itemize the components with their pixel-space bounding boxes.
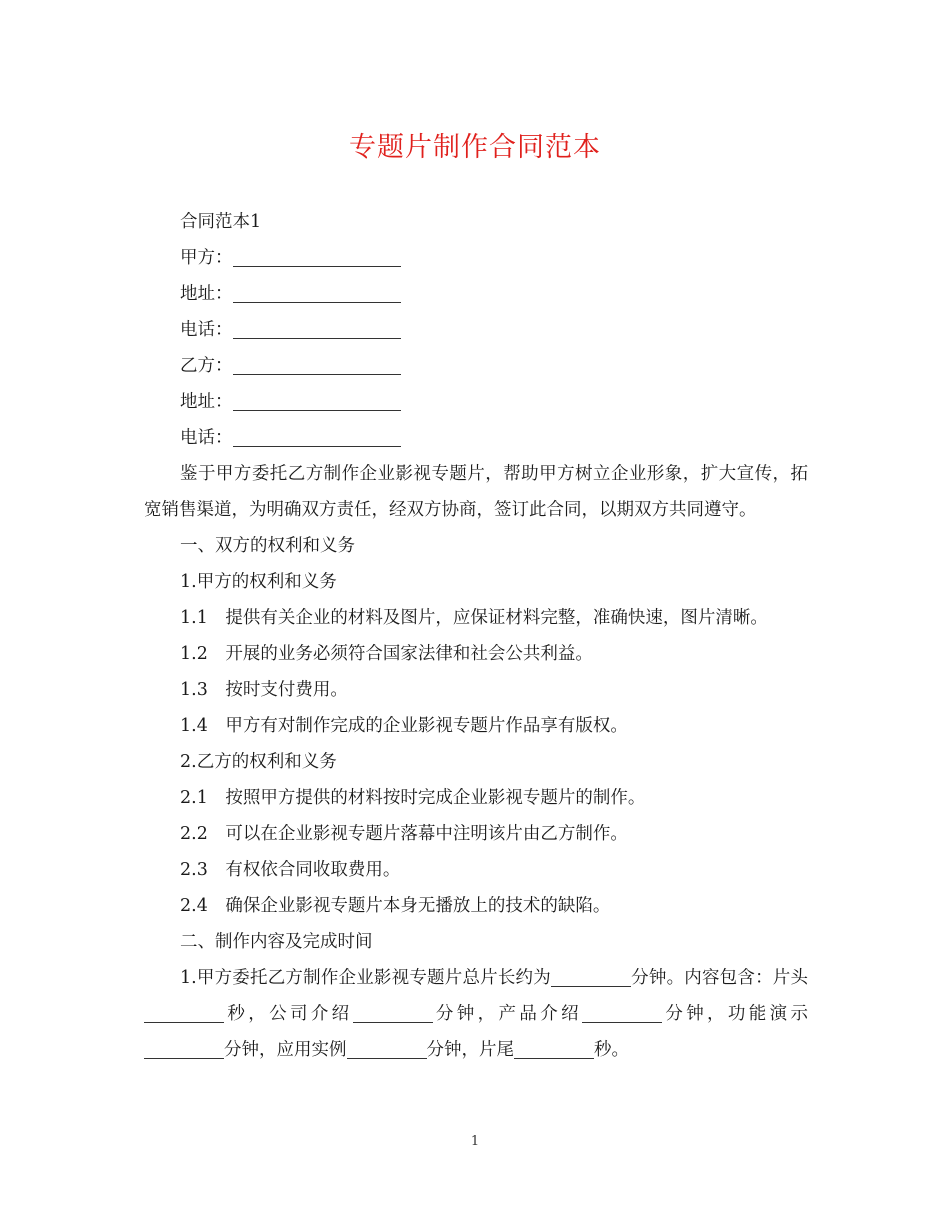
product-intro-blank[interactable]	[582, 1021, 662, 1023]
party-a-address-label: 地址：	[180, 284, 233, 304]
clause-text: 分钟，片尾	[426, 1040, 514, 1060]
party-b-blank[interactable]	[233, 373, 401, 375]
section-2-heading: 二、制作内容及完成时间	[180, 932, 373, 952]
party-b-address-line	[144, 384, 808, 420]
preamble-paragraph: 鉴于甲方委托乙方制作企业影视专题片，帮助甲方树立企业形象，扩大宣传，拓宽销售渠道，为明确双方责任，经双方协商，签订此合同，以期双方共同遵守。	[144, 464, 808, 520]
party-a-phone-blank[interactable]	[233, 337, 401, 339]
party-a-address-blank[interactable]	[233, 301, 401, 303]
party-b-label: 乙方：	[180, 356, 233, 376]
party-a-address-line	[144, 276, 808, 312]
party-a-phone-line	[144, 312, 808, 348]
party-a-phone-label: 电话：	[180, 320, 233, 340]
clause-item: 2.1 按照甲方提供的材料按时完成企业影视专题片的制作。	[180, 788, 646, 808]
clause-text: 分钟，产品介绍	[432, 1004, 582, 1024]
document-body	[144, 204, 808, 1068]
party-a-label: 甲方：	[180, 248, 233, 268]
document-title: 专题片制作合同范本	[349, 132, 601, 163]
party-a-line	[144, 240, 808, 276]
party-b-address-blank[interactable]	[233, 409, 401, 411]
party-a-blank[interactable]	[233, 265, 401, 267]
ending-blank[interactable]	[514, 1057, 594, 1059]
party-b-phone-blank[interactable]	[233, 445, 401, 447]
party-b-phone-line	[144, 420, 808, 456]
clause-text: 分钟，应用实例	[224, 1040, 347, 1060]
party-b-line	[144, 348, 808, 384]
party-b-rights-heading: 2.乙方的权利和义务	[180, 752, 337, 772]
party-a-rights-heading: 1.甲方的权利和义务	[180, 572, 337, 592]
clause-item: 1.2 开展的业务必须符合国家法律和社会公共利益。	[180, 644, 593, 664]
sample-label: 合同范本1	[180, 212, 262, 232]
clause-item: 1.4 甲方有对制作完成的企业影视专题片作品享有版权。	[180, 716, 628, 736]
clause-item: 2.3 有权依合同收取费用。	[180, 860, 401, 880]
opening-blank[interactable]	[144, 1021, 224, 1023]
production-content-clause	[144, 960, 808, 1068]
clause-item: 2.2 可以在企业影视专题片落幕中注明该片由乙方制作。	[180, 824, 628, 844]
party-b-address-label: 地址：	[180, 392, 233, 412]
clause-text: 分钟，功能演示	[661, 1004, 809, 1024]
clause-text: 秒，公司介绍	[224, 1004, 353, 1024]
page-number: 1	[470, 1134, 480, 1149]
clause-text: 秒。	[594, 1040, 629, 1060]
clause-item: 1.1 提供有关企业的材料及图片，应保证材料完整，准确快速，图片清晰。	[180, 608, 768, 628]
company-intro-blank[interactable]	[353, 1021, 433, 1023]
party-b-phone-label: 电话：	[180, 428, 233, 448]
total-length-blank[interactable]	[551, 985, 631, 987]
feature-demo-blank[interactable]	[144, 1057, 224, 1059]
clause-text: 1.甲方委托乙方制作企业影视专题片总片长约为	[180, 968, 551, 988]
clause-item: 2.4 确保企业影视专题片本身无播放上的技术的缺陷。	[180, 896, 611, 916]
application-blank[interactable]	[347, 1057, 427, 1059]
clause-text: 分钟。内容包含：片头	[630, 968, 808, 988]
section-1-heading: 一、双方的权利和义务	[180, 536, 355, 556]
clause-item: 1.3 按时支付费用。	[180, 680, 348, 700]
